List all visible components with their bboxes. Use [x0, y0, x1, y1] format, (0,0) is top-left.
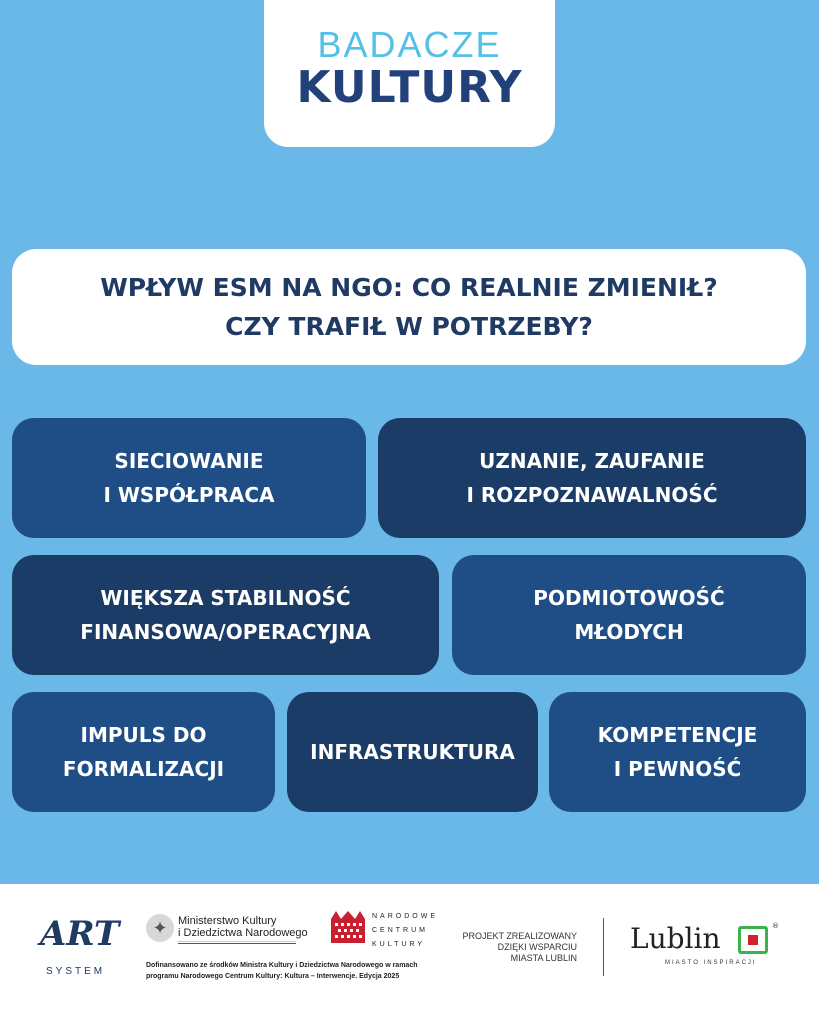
tile-formalization: IMPULS DO FORMALIZACJI [12, 692, 275, 812]
art-system-logo: ART [40, 914, 120, 954]
tile-competences: KOMPETENCJE I PEWNOŚĆ [549, 692, 806, 812]
ministry-flag-line [178, 941, 296, 944]
funding-note: Dofinansowano ze środków Ministra Kultury i Dziedzictwa Narodowego w ramach programu Narodowego Centrum Kultury: Kultura – Interwencje. Edycja 2025 [146, 962, 418, 980]
footer-partners [0, 884, 819, 1024]
logo-badacze: BADACZE [317, 24, 502, 65]
title-panel [12, 249, 806, 365]
tile-youth-agency: PODMIOTOWOŚĆ MŁODYCH [452, 555, 806, 675]
tile-infrastructure: INFRASTRUKTURA [287, 692, 538, 812]
nck-logo-icon [331, 911, 365, 943]
nck-logo-text: NARODOWE CENTRUM KULTURY [372, 913, 438, 948]
title-line-1: WPŁYW ESM NA NGO: CO REALNIE ZMIENIŁ? [100, 273, 718, 302]
ministry-logo-text: Ministerstwo Kultury i Dziedzictwa Narodowego [178, 915, 308, 939]
lublin-logo-text: Lublin [630, 922, 721, 955]
lublin-tagline: MIASTO INSPIRACJI [665, 960, 757, 966]
art-system-sub: SYSTEM [46, 966, 106, 977]
eagle-emblem-icon: ✦ [146, 914, 174, 942]
lublin-emblem-icon [738, 926, 768, 954]
logo-panel [264, 0, 555, 147]
logo-kultury: KULTURY [296, 62, 523, 113]
tile-stability: WIĘKSZA STABILNOŚĆ FINANSOWA/OPERACYJNA [12, 555, 439, 675]
tile-recognition: UZNANIE, ZAUFANIE I ROZPOZNAWALNOŚĆ [378, 418, 806, 538]
title-line-2: CZY TRAFIŁ W POTRZEBY? [225, 312, 593, 341]
project-note: PROJEKT ZREALIZOWANY DZIĘKI WSPARCIU MIASTA LUBLIN [462, 931, 577, 963]
footer-divider [603, 918, 604, 976]
tile-networking: SIECIOWANIE I WSPÓŁPRACA [12, 418, 366, 538]
page-title [100, 268, 718, 346]
registered-mark: ® [772, 922, 779, 930]
